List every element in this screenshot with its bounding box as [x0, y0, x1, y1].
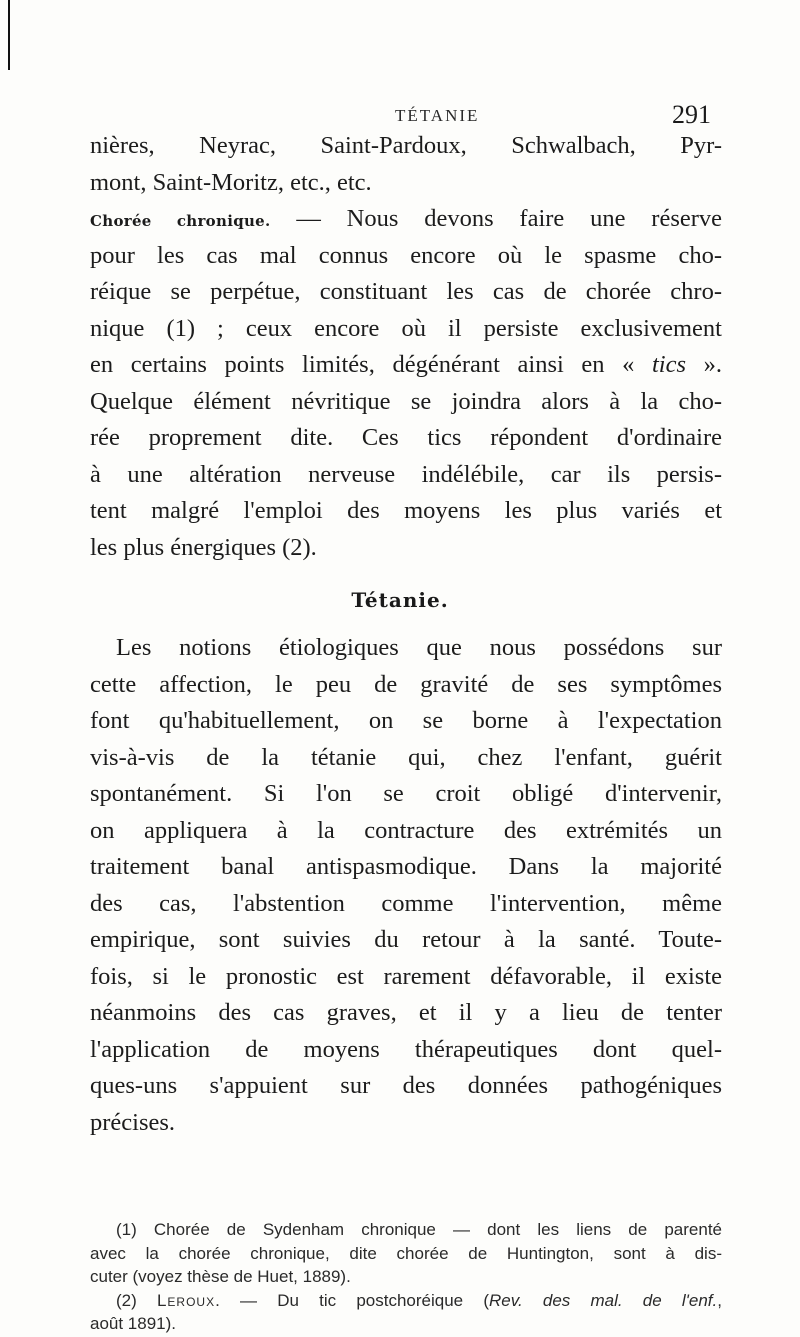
text-line: Les notions étiologiques que nous possédons sur	[116, 634, 722, 661]
page-number: 291	[672, 100, 711, 129]
text-line: tent malgré l'emploi des moyens les plus variés et	[90, 497, 722, 524]
text-line: pour les cas mal connus encore où le spasme cho-	[90, 241, 722, 269]
footnote-line	[90, 1289, 722, 1313]
page-edge-line	[8, 0, 10, 70]
body-text-tetanie	[90, 630, 722, 1141]
running-head	[0, 100, 800, 130]
text-line: ques-uns s'appuient sur des données pathogéniques	[90, 1072, 722, 1099]
text-line: des cas, l'abstention comme l'intervention, même	[90, 889, 722, 917]
text-line: fois, si le pronostic est rarement défavorable, il existe	[90, 962, 722, 990]
text-fragment: — Nous devons faire une réserve	[270, 205, 723, 232]
text-line: réique se perpétue, constituant les cas de chorée chro-	[90, 278, 722, 305]
running-title: TÉTANIE	[395, 106, 480, 125]
text-line: empirique, sont suivies du retour à la santé. Toute-	[90, 926, 722, 953]
text-line: cette affection, le peu de gravité de ses symptômes	[90, 670, 722, 698]
text-line: les plus énergiques (2).	[90, 533, 317, 561]
text-line: Quelque élément névritique se joindra alors à la cho-	[90, 387, 722, 415]
emphasized-word: tics	[651, 351, 687, 378]
author-name: Leroux	[156, 1290, 216, 1310]
text-fragment: en certains points limités, dégénérant ainsi en «	[90, 351, 652, 378]
text-line	[90, 201, 722, 238]
text-line: vis-à-vis de la tétanie qui, chez l'enfant, guérit	[90, 743, 722, 771]
body-text-top	[90, 128, 722, 566]
text-line: l'application de moyens thérapeutiques dont quel-	[90, 1035, 722, 1063]
text-line	[90, 347, 722, 384]
text-line: spontanément. Si l'on se croit obligé d'intervenir,	[90, 780, 722, 807]
footnote-line: août 1891).	[90, 1314, 177, 1333]
text-line: font qu'habituellement, on se borne à l'expectation	[90, 707, 722, 734]
text-line: nières, Neyrac, Saint-Pardoux, Schwalbach, Pyr-	[90, 132, 722, 159]
text-line: à une altération nerveuse indélébile, car ils persis-	[90, 460, 722, 488]
text-line: nique (1) ; ceux encore où il persiste exclusivement	[90, 314, 722, 342]
text-fragment: ».	[686, 351, 722, 378]
footnotes	[90, 1218, 722, 1336]
section-heading: Tétanie.	[351, 588, 449, 612]
journal-title: Rev. des mal. de l'enf.	[488, 1290, 718, 1310]
text-line: néanmoins des cas graves, et il y a lieu de tenter	[90, 999, 722, 1026]
text-line: précises.	[90, 1108, 176, 1136]
footnote-line: cuter (voyez thèse de Huet, 1889).	[90, 1267, 351, 1286]
footnote-line: (1) Chorée de Sydenham chronique — dont les liens de parenté	[116, 1220, 722, 1239]
text-fragment: . — Du tic postchoréique (	[215, 1290, 489, 1310]
text-line: rée proprement dite. Ces tics répondent d'ordinaire	[90, 424, 722, 451]
text-fragment: (2)	[116, 1290, 157, 1310]
side-heading: Chorée chronique.	[90, 212, 271, 230]
footnote-line: avec la chorée chronique, dite chorée de Huntington, sont à dis-	[90, 1243, 722, 1263]
text-line: mont, Saint-Moritz, etc., etc.	[90, 168, 372, 196]
text-fragment: ,	[717, 1290, 722, 1310]
text-line: traitement banal antispasmodique. Dans la majorité	[90, 853, 722, 880]
text-line: on appliquera à la contracture des extrémités un	[90, 816, 722, 844]
